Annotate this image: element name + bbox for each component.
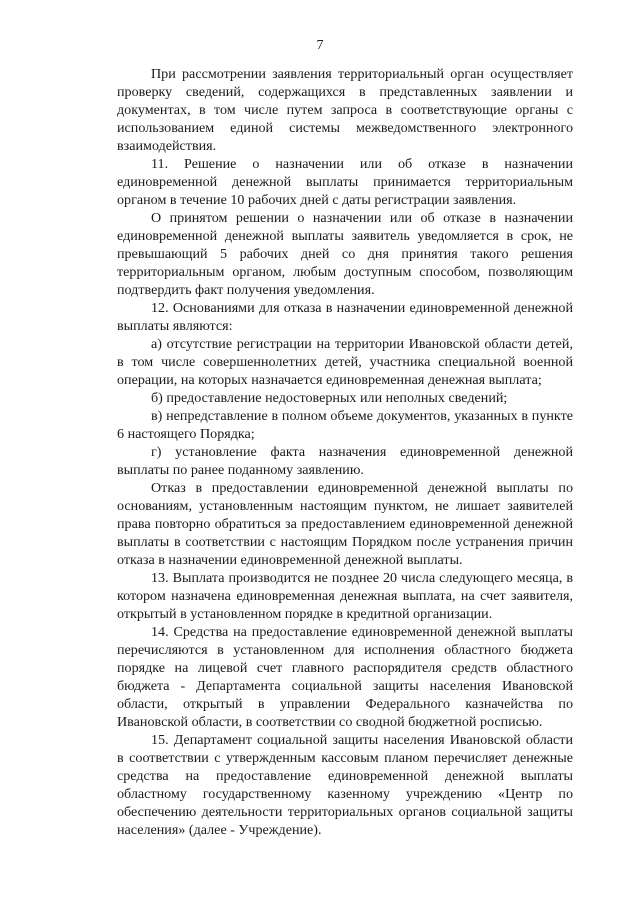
paragraph-11-decision: 11. Решение о назначении или об отказе в назначении единовременной денежной выплаты принимается территориальным органом в течение 10 рабочих дней с даты регистрации заявления. [117, 156, 573, 208]
paragraph-review-application: При рассмотрении заявления территориальный орган осуществляет проверку сведений, содержащихся в представленных заявлении и документах, в том числе путем запроса в соответствующие органы с использованием единой системы межведомственного электронного взаимодействия. [117, 66, 573, 154]
list-item-v: в) непредставление в полном объеме документов, указанных в пункте 6 настоящего Порядка; [117, 408, 573, 442]
list-item-a: а) отсутствие регистрации на территории Ивановской области детей, в том числе совершеннолетних детей, участника специальной военной операции, на которых назначается единовременная денежная выплата; [117, 336, 573, 388]
page-number: 7 [316, 38, 324, 53]
paragraph-14-funds: 14. Средства на предоставление единовременной денежной выплаты перечисляются в установленном для исполнения областного бюджета порядке на лицевой счет главного распорядителя средств областного бюджета - Департамента социальной защиты населения Ивановской области, открытый в управлении Федерального казначейства по Ивановской области, в соответствии со сводной бюджетной росписью. [117, 624, 573, 730]
paragraph-15-department: 15. Департамент социальной защиты населения Ивановской области в соответствии с утвержденным кассовым планом перечисляет денежные средства на предоставление единовременной денежной выплаты областному государственному казенному учреждению «Центр по обеспечению деятельности территориальных органов социальной защиты населения» (далее - Учреждение). [117, 732, 573, 838]
paragraph-refusal-reapply: Отказ в предоставлении единовременной денежной выплаты по основаниям, установленным настоящим пунктом, не лишает заявителей права повторно обратиться за предоставлением единовременной денежной выплаты в соответствии с настоящим Порядком после устранения причин отказа в назначении единовременной денежной выплаты. [117, 480, 573, 568]
list-item-b: б) предоставление недостоверных или неполных сведений; [151, 390, 508, 406]
document-body [117, 65, 573, 839]
paragraph-notification: О принятом решении о назначении или об отказе в назначении единовременной денежной выплаты заявитель уведомляется в срок, не превышающий 5 рабочих дней со дня принятия такого решения территориальным органом, любым доступным способом, позволяющим подтвердить факт получения уведомления. [117, 210, 573, 298]
list-item-g: г) установление факта назначения единовременной денежной выплаты по ранее поданному заявлению. [117, 444, 573, 478]
paragraph-12-refusal-grounds: 12. Основаниями для отказа в назначении единовременной денежной выплаты являются: [117, 300, 573, 334]
paragraph-13-payment: 13. Выплата производится не позднее 20 числа следующего месяца, в котором назначена единовременная денежная выплата, на счет заявителя, открытый в установленном порядке в кредитной организации. [117, 570, 573, 622]
